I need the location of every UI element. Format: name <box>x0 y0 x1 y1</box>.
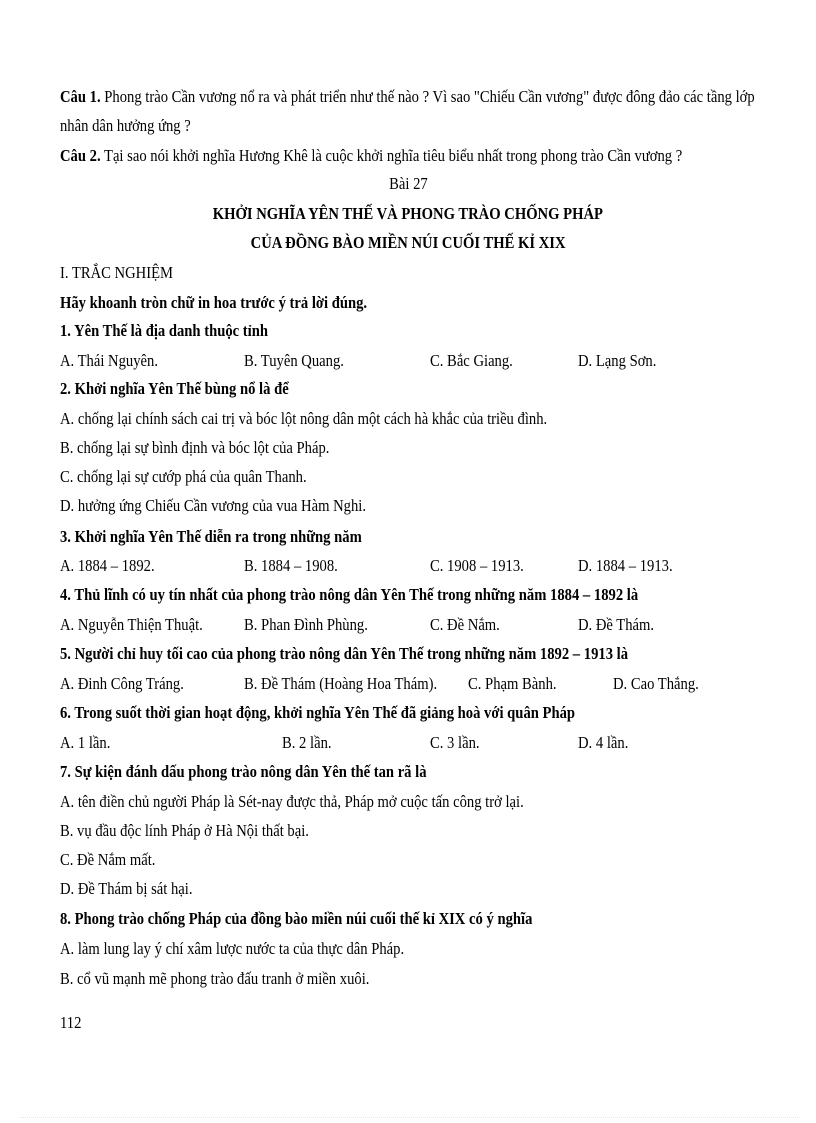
option-d: D. Đề Thám. <box>578 615 655 634</box>
option-b: B. 2 lần. <box>282 733 332 752</box>
question-1-label: Câu 1. <box>60 87 101 106</box>
question-1-line-1 <box>60 86 755 108</box>
option-a: A. 1884 – 1892. <box>60 556 155 575</box>
option-c: C. 3 lần. <box>430 733 480 752</box>
option-a: A. làm lung lay ý chí xâm lược nước ta của thực dân Pháp. <box>60 939 405 958</box>
mc-question-6-stem: 6. Trong suốt thời gian hoạt động, khởi nghĩa Yên Thế đã giảng hoà với quân Pháp <box>60 703 576 722</box>
option-b: B. cổ vũ mạnh mẽ phong trào đấu tranh ở miền xuôi. <box>60 969 370 988</box>
option-c: C. Bắc Giang. <box>430 351 513 370</box>
mc-question-1-stem: 1. Yên Thế là địa danh thuộc tỉnh <box>60 321 268 340</box>
option-b: B. vụ đầu độc lính Pháp ở Hà Nội thất bại. <box>60 821 309 840</box>
mc-question-7-stem: 7. Sự kiện đánh dấu phong trào nông dân Yên thế tan rã là <box>60 762 427 781</box>
option-d: D. Cao Thắng. <box>613 674 699 693</box>
option-a: A. Nguyễn Thiện Thuật. <box>60 615 203 634</box>
question-1-line-2: nhân dân hưởng ứng ? <box>60 116 191 135</box>
option-a: A. Đinh Công Tráng. <box>60 674 184 693</box>
question-2-line <box>60 145 682 167</box>
mc-question-5-stem: 5. Người chỉ huy tối cao của phong trào nông dân Yên Thế trong những năm 1892 – 1913 là <box>60 644 629 663</box>
mc-question-3-stem: 3. Khởi nghĩa Yên Thế diễn ra trong những năm <box>60 527 362 546</box>
option-d: D. hưởng ứng Chiếu Cần vương của vua Hàm Nghi. <box>60 496 367 515</box>
option-d: D. Lạng Sơn. <box>578 351 657 370</box>
option-a: A. chống lại chính sách cai trị và bóc lột nông dân một cách hà khắc của triều đình. <box>60 409 548 428</box>
option-a: A. Thái Nguyên. <box>60 351 158 370</box>
option-c: C. Đề Nắm mất. <box>60 850 156 869</box>
option-b: B. Tuyên Quang. <box>244 351 344 370</box>
mc-question-5-options <box>60 673 760 695</box>
bottom-divider <box>20 1117 800 1118</box>
option-a: A. 1 lần. <box>60 733 111 752</box>
mc-question-4-stem: 4. Thủ lĩnh có uy tín nhất của phong trào nông dân Yên Thế trong những năm 1884 – 1892 là <box>60 585 639 604</box>
mc-question-1-options <box>60 350 760 372</box>
lesson-title-line-2: CỦA ĐỒNG BÀO MIỀN NÚI CUỐI THẾ KỈ XIX <box>250 233 566 252</box>
option-d: D. 1884 – 1913. <box>578 556 673 575</box>
option-c: C. Phạm Bành. <box>468 674 557 693</box>
question-1-text: Phong trào Cần vương nổ ra và phát triển như thế nào ? Vì sao "Chiếu Cần vương" được đông đảo các tầng lớp <box>100 87 755 106</box>
lesson-number: Bài 27 <box>388 174 428 193</box>
question-2-text: Tại sao nói khởi nghĩa Hương Khê là cuộc khởi nghĩa tiêu biểu nhất trong phong trào Cần vương ? <box>100 146 683 165</box>
mc-question-2-stem: 2. Khởi nghĩa Yên Thế bùng nổ là để <box>60 379 289 398</box>
mc-question-3-options <box>60 555 760 577</box>
option-b: B. Đề Thám (Hoàng Hoa Thám). <box>244 674 438 693</box>
option-d: D. 4 lần. <box>578 733 629 752</box>
mc-question-4-options <box>60 614 760 636</box>
section-instruction: Hãy khoanh tròn chữ in hoa trước ý trả lời đúng. <box>60 293 368 312</box>
option-a: A. tên điền chủ người Pháp là Sét-nay được thả, Pháp mở cuộc tấn công trở lại. <box>60 792 524 811</box>
option-b: B. Phan Đình Phùng. <box>244 615 368 634</box>
option-c: C. chống lại sự cướp phá của quân Thanh. <box>60 467 307 486</box>
option-c: C. Đề Nắm. <box>430 615 500 634</box>
question-2-label: Câu 2. <box>60 146 101 165</box>
mc-question-6-options <box>60 732 760 754</box>
lesson-title-line-1: KHỞI NGHĨA YÊN THẾ VÀ PHONG TRÀO CHỐNG PHÁP <box>212 204 604 223</box>
option-c: C. 1908 – 1913. <box>430 556 524 575</box>
option-d: D. Đề Thám bị sát hại. <box>60 879 193 898</box>
section-heading: I. TRẮC NGHIỆM <box>60 263 174 282</box>
page-number: 112 <box>60 1013 82 1032</box>
option-b: B. chống lại sự bình định và bóc lột của Pháp. <box>60 438 330 457</box>
mc-question-8-stem: 8. Phong trào chống Pháp của đồng bào miền núi cuối thế kỉ XIX có ý nghĩa <box>60 909 533 928</box>
option-b: B. 1884 – 1908. <box>244 556 338 575</box>
